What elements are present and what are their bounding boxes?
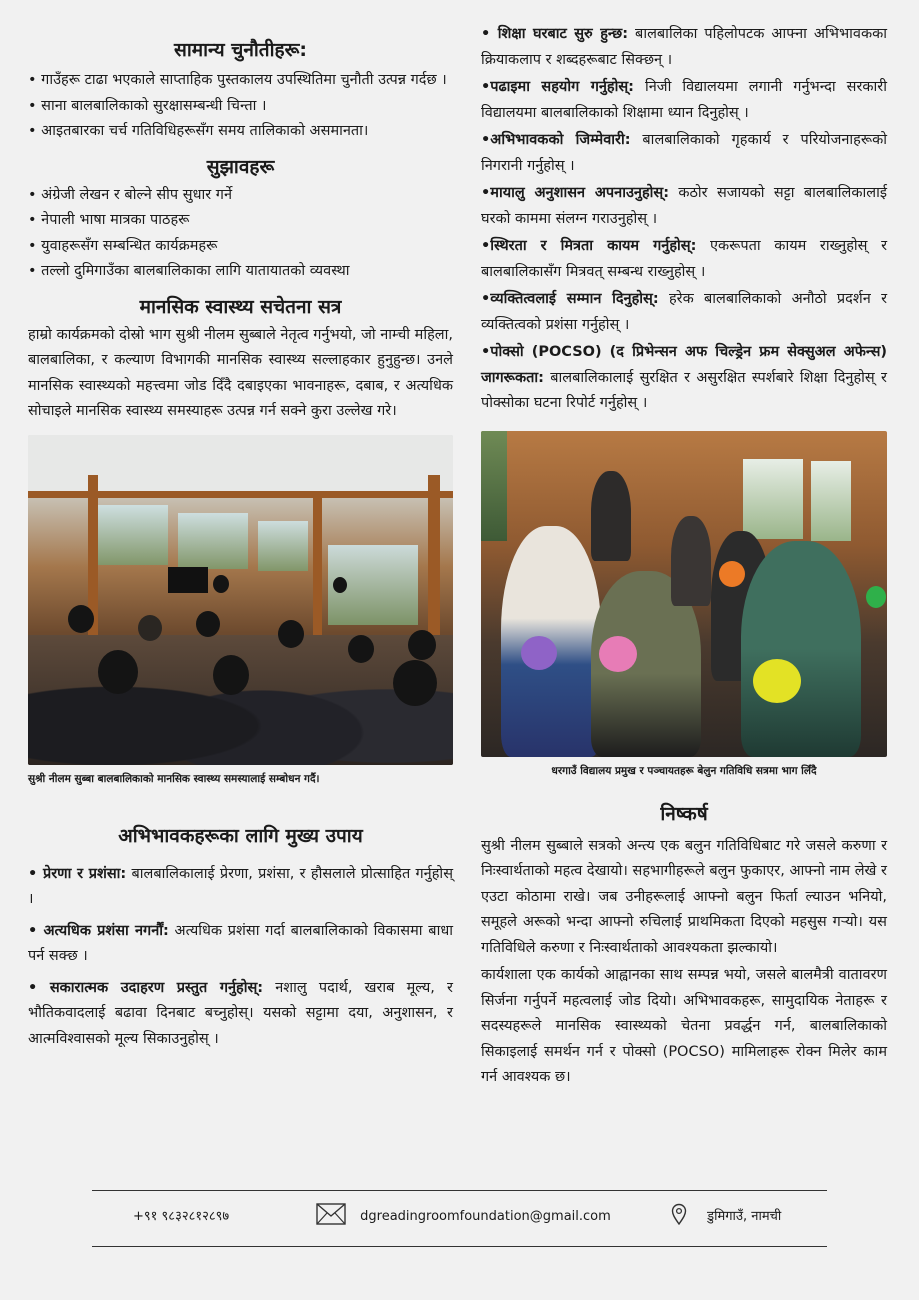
footer-top-rule <box>92 1190 827 1191</box>
suggestion-item: • युवाहरूसँग सम्बन्धित कार्यक्रमहरू <box>28 237 218 254</box>
footer-location <box>671 1203 781 1229</box>
challenge-item: • गाउँहरू टाढा भएकाले साप्ताहिक पुस्तकालय उपस्थितिमा चुनौती उत्पन्न गर्दछ । <box>28 72 447 88</box>
conclusion-heading: निष्कर्ष <box>660 802 708 825</box>
tip-item: •पोक्सो (POCSO) (द प्रिभेन्सन अफ चिल्ड्रेन फ्रम सेक्सुअल अफेन्स) जागरूकता: बालबालिकालाई सुरक्षित र असुरक्षित स्पर्शबारे शिक्षा दिनुहोस् र पोक्सोका घटना रिपोर्ट गर्नुहोस् । <box>481 344 887 411</box>
suggestions-heading: सुझावहरू <box>206 155 275 178</box>
footer-location-text: डुमिगाउँ, नामची <box>707 1208 782 1224</box>
mental-health-paragraph: हाम्रो कार्यक्रमको दोस्रो भाग सुश्री नीलम सुब्बाले नेतृत्व गर्नुभयो, जो नाम्ची महिला, बालबालिका, र कल्याण विभागकी मानसिक स्वास्थ्य सल्लाहकार हुनुहुन्छ। उनले मानसिक स्वास्थ्यको महत्त्वमा जोड दिँदै दबाइएका भावनाहरू, दबाब, र अत्यधिक सोचाइले मानसिक स्वास्थ्य समस्याहरू उत्पन्न गर्न सक्ने कुरा उल्लेख गरे। <box>28 326 453 419</box>
challenges-heading: सामान्य चुनौतीहरू: <box>173 39 308 61</box>
left-column <box>28 22 453 1052</box>
tip-item: •मायालु अनुशासन अपनाउनुहोस्: कठोर सजायको सट्टा बालबालिकालाई घरको काममा संलग्न गराउनुहोस् । <box>481 185 887 227</box>
parents-heading: अभिभावकहरूका लागि मुख्य उपाय <box>118 824 363 847</box>
envelope-icon <box>316 1203 346 1229</box>
session-photo <box>28 435 453 765</box>
challenges-list <box>28 68 453 145</box>
parent-tip: • अत्यधिक प्रशंसा नगर्नौं: अत्यधिक प्रशंसा गर्दा बालबालिकाको विकासमा बाधा पर्न सक्छ । <box>28 922 453 964</box>
tip-item: • शिक्षा घरबाट सुरु हुन्छ: बालबालिका पहिलोपटक आफ्ना अभिभावकका क्रियाकलाप र शब्दहरूबाट सिक्छन् । <box>481 26 887 68</box>
mental-health-heading: मानसिक स्वास्थ्य सचेतना सत्र <box>139 295 342 318</box>
footer-email[interactable] <box>316 1203 611 1229</box>
parents-list <box>28 862 453 1053</box>
session-photo-caption: सुश्री नीलम सुब्बा बालबालिकाको मानसिक स्वास्थ्य समस्यालाई सम्बोधन गर्दै। <box>28 772 320 785</box>
tip-item: •स्थिरता र मित्रता कायम गर्नुहोस्: एकरूपता कायम राख्नुहोस् र बालबालिकासँग मित्रवत् सम्बन्ध राख्नुहोस् । <box>481 238 887 280</box>
tip-item: •अभिभावकको जिम्मेवारी: बालबालिकाको गृहकार्य र परियोजनाहरूको निगरानी गर्नुहोस् । <box>481 132 887 174</box>
conclusion-paragraph: कार्यशाला एक कार्यको आह्वानका साथ सम्पन्न भयो, जसले बालमैत्री वातावरण सिर्जना गर्नुपर्ने महत्वलाई जोड दियो। अभिभावकहरू, सामुदायिक नेताहरू र सदस्यहरूले मानसिक स्वास्थ्यको चेतना प्रवर्द्धन गर्न, बालबालिकाको सिकाइलाई समर्थन गर्न र पोक्सो (POCSO) मामिलाहरू रोक्न मिलेर काम गर्न आवश्यक छ। <box>481 967 887 1085</box>
parent-tip: • प्रेरणा र प्रशंसा: बालबालिकालाई प्रेरणा, प्रशंसा, र हौसलाले प्रोत्साहित गर्नुहोस् । <box>28 865 453 907</box>
footer-bottom-rule <box>92 1246 827 1247</box>
challenge-item: • साना बालबालिकाको सुरक्षासम्बन्धी चिन्ता । <box>28 97 267 114</box>
suggestion-item: • नेपाली भाषा मात्रका पाठहरू <box>28 212 190 228</box>
balloon-activity-caption: धरगाउँ विद्यालय प्रमुख र पञ्चायतहरू बेलुन गतिविधि सत्रमा भाग लिँदै <box>551 764 817 777</box>
footer-phone: +९१ ९८३२८१२८९७ <box>133 1209 230 1224</box>
location-pin-icon <box>671 1203 687 1229</box>
tip-item: •व्यक्तित्वलाई सम्मान दिनुहोस्: हरेक बालबालिकाको अनौठो प्रदर्शन र व्यक्तित्वको प्रशंसा गर्नुहोस् । <box>481 291 887 333</box>
challenge-item: • आइतबारका चर्च गतिविधिहरूसँग समय तालिकाको असमानता। <box>28 123 369 139</box>
balloon-activity-photo <box>481 431 887 757</box>
suggestion-item: • अंग्रेजी लेखन र बोल्ने सीप सुधार गर्ने <box>28 186 232 203</box>
tip-item: •पढाइमा सहयोग गर्नुहोस्: निजी विद्यालयमा लगानी गर्नुभन्दा सरकारी विद्यालयमा बालबालिकाको शिक्षामा ध्यान दिनुहोस् । <box>481 79 887 121</box>
right-column <box>481 22 887 1091</box>
parent-tip: • सकारात्मक उदाहरण प्रस्तुत गर्नुहोस्: नशालु पदार्थ, खराब मूल्य, र भौतिकवादलाई बढावा दिनबाट बच्नुहोस्। यसको सट्टामा दया, अनुशासन, र आत्मविश्वासको मूल्य सिकाउनुहोस् । <box>28 979 453 1047</box>
suggestion-item: • तल्लो दुमिगाउँका बालबालिकाका लागि यातायातको व्यवस्था <box>28 263 350 279</box>
suggestions-list <box>28 183 453 285</box>
tips-list <box>481 22 887 417</box>
conclusion-paragraph: सुश्री नीलम सुब्बाले सत्रको अन्त्य एक बलुन गतिविधिबाट गरे जसले करुणा र निःस्वार्थताको महत्व देखायो। सहभागीहरूले बलुन फुकाएर, आफ्नो नाम लेखे र एउटा कोठामा राखे। जब उनीहरूलाई आफ्नो बलुन फिर्ता ल्याउन भनियो, समूहले अरूको भन्दा आफ्नो रुचिलाई प्राथमिकता दिएको महसुस गर्‍यो। यस गतिविधिले करुणा र निःस्वार्थताको आवश्यकता झल्कायो। <box>481 837 887 956</box>
footer-email-text: dgreadingroomfoundation@gmail.com <box>360 1208 611 1224</box>
